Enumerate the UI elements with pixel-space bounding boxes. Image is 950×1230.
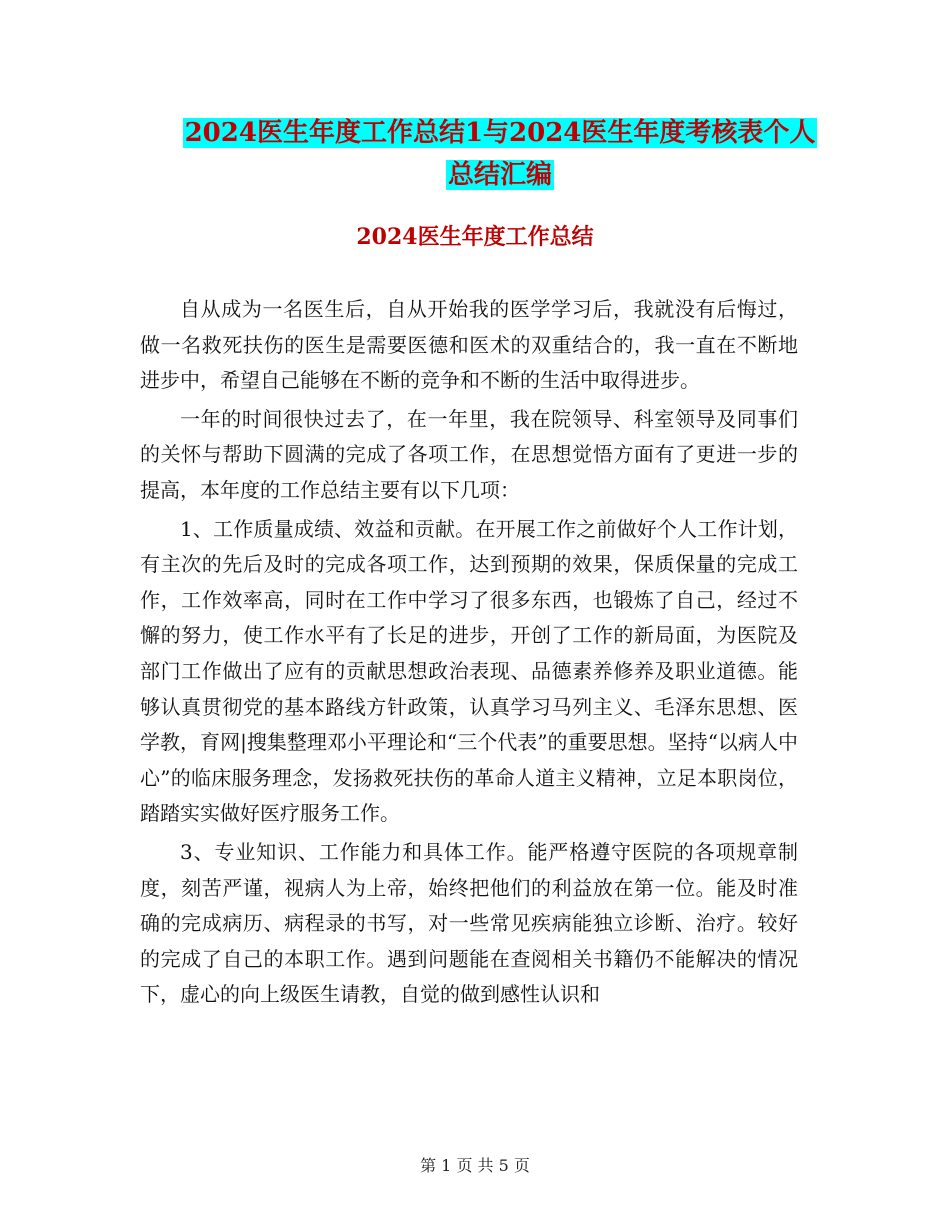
paragraph-3: 1、工作质量成绩、效益和贡献。在开展工作之前做好个人工作计划，有主次的先后及时的完成各项工作，达到预期的效果，保质保量的完成工作，工作效率高，同时在工作中学习了很多东西，也锻炼了自己，经过不懈的努力，使工作水平有了长足的进步，开创了工作的新局面，为医院及部门工作做出了应有的贡献思想政治表现、品德素养修养及职业道德。能够认真贯彻党的基本路线方针政策，认真学习马列主义、毛泽东思想、医学教，育网|搜集整理邓小平理论和“三个代表”的重要思想。坚持“以病人中心”的临床服务理念，发扬救死扶伤的革命人道主义精神，立足本职岗位，踏踏实实做好医疗服务工作。: [140, 516, 798, 826]
section-title: 2024医生年度工作总结: [356, 224, 594, 250]
document-body: [140, 292, 798, 1016]
paragraph-2: 一年的时间很快过去了，在一年里，我在院领导、科室领导及同事们的关怀与帮助下圆满的完成了各项工作，在思想觉悟方面有了更进一步的提高，本年度的工作总结主要有以下几项：: [140, 406, 798, 502]
paragraph-1: 自从成为一名医生后，自从开始我的医学学习后，我就没有后悔过，做一名救死扶伤的医生是需要医德和医术的双重结合的，我一直在不断地进步中，希望自己能够在不断的竞争和不断的生活中取得进步。: [140, 297, 798, 393]
page-footer: 第 1 页 共 5 页: [420, 1156, 530, 1175]
document-title: [180, 112, 820, 196]
document-title-line-2: 总结汇编: [447, 160, 552, 190]
paragraph-4: 3、专业知识、工作能力和具体工作。能严格遵守医院的各项规章制度，刻苦严谨，视病人为上帝，始终把他们的利益放在第一位。能及时准确的完成病历、病程录的书写，对一些常见疾病能独立诊断、治疗。较好的完成了自己的本职工作。遇到问题能在查阅相关书籍仍不能解决的情况下，虚心的向上级医生请教，自觉的做到感性认识和: [140, 839, 798, 1007]
document-title-line-1: 2024医生年度工作总结1与2024医生年度考核表个人: [184, 118, 816, 148]
